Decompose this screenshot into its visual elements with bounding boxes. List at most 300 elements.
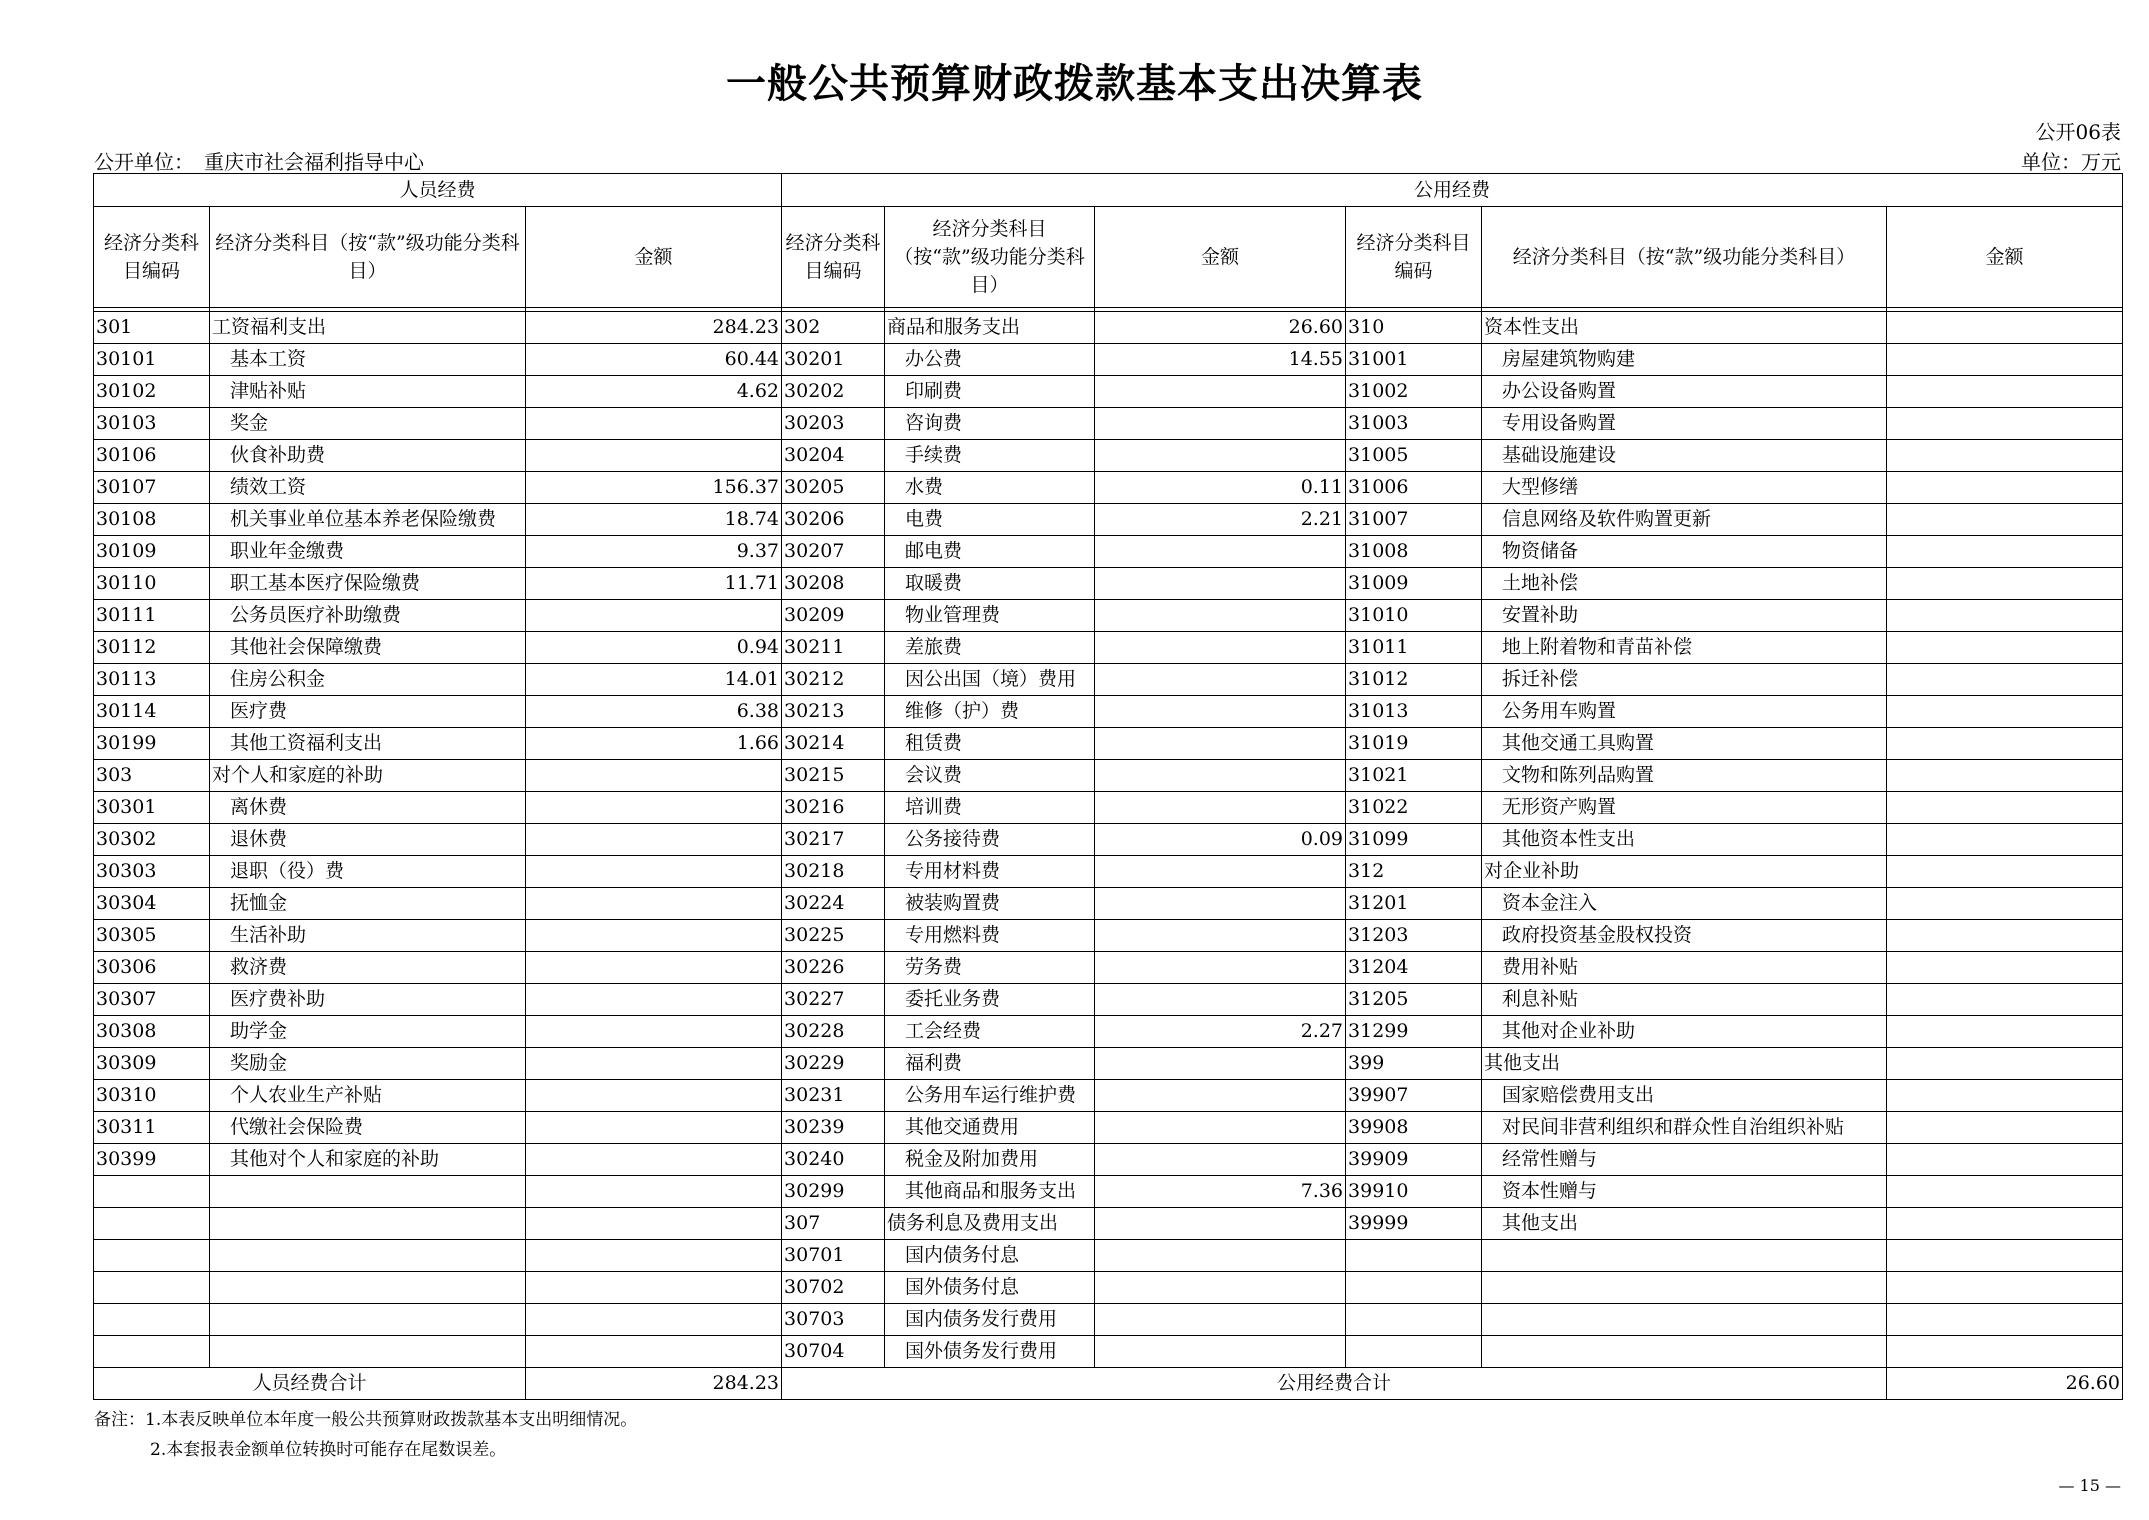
item-name: 经常性赠与 (1482, 1144, 1887, 1176)
item-code: 30109 (94, 536, 210, 568)
item-code: 30304 (94, 888, 210, 920)
item-amount (1095, 568, 1346, 600)
table-row (94, 1080, 2123, 1112)
item-name: 费用补贴 (1482, 952, 1887, 984)
item-amount (1887, 312, 2123, 344)
item-name: 住房公积金 (210, 664, 526, 696)
item-name: 奖金 (210, 408, 526, 440)
item-amount (1095, 1080, 1346, 1112)
item-code: 31204 (1346, 952, 1482, 984)
item-amount: 60.44 (526, 344, 782, 376)
item-amount (1887, 1080, 2123, 1112)
table-row (94, 440, 2123, 472)
item-name: 工会经费 (885, 1016, 1095, 1048)
item-name: 退休费 (210, 824, 526, 856)
item-name (210, 1304, 526, 1336)
item-code: 30110 (94, 568, 210, 600)
header-name: 经济分类科目（按“款”级功能分类科目） (210, 207, 526, 308)
header-amount: 金额 (526, 207, 782, 308)
item-code: 31203 (1346, 920, 1482, 952)
item-name: 邮电费 (885, 536, 1095, 568)
item-name: 维修（护）费 (885, 696, 1095, 728)
item-amount (1887, 1048, 2123, 1080)
item-amount (1095, 920, 1346, 952)
item-code: 30212 (782, 664, 885, 696)
page-title: 一般公共预算财政拨款基本支出决算表 (726, 60, 1423, 107)
item-name: 个人农业生产补贴 (210, 1080, 526, 1112)
item-code: 39908 (1346, 1112, 1482, 1144)
item-amount (1095, 1144, 1346, 1176)
public-total-label: 公用经费合计 (782, 1368, 1887, 1400)
item-amount (1095, 1240, 1346, 1272)
item-amount (526, 440, 782, 472)
item-name: 离休费 (210, 792, 526, 824)
item-amount (1095, 696, 1346, 728)
item-name: 基础设施建设 (1482, 440, 1887, 472)
item-code (94, 1336, 210, 1368)
item-code: 31002 (1346, 376, 1482, 408)
item-amount (526, 856, 782, 888)
item-amount (526, 1240, 782, 1272)
item-name: 对民间非营利组织和群众性自治组织补贴 (1482, 1112, 1887, 1144)
item-code: 31022 (1346, 792, 1482, 824)
item-name: 工资福利支出 (210, 312, 526, 344)
item-amount (1887, 1112, 2123, 1144)
notes (94, 1405, 637, 1465)
table-row (94, 824, 2123, 856)
table-row (94, 472, 2123, 504)
item-name: 其他交通工具购置 (1482, 728, 1887, 760)
table-row (94, 984, 2123, 1016)
item-name: 利息补贴 (1482, 984, 1887, 1016)
table-row (94, 536, 2123, 568)
item-amount (526, 792, 782, 824)
item-amount: 2.21 (1095, 504, 1346, 536)
item-code (1346, 1336, 1482, 1368)
item-name: 取暖费 (885, 568, 1095, 600)
item-name: 代缴社会保险费 (210, 1112, 526, 1144)
table-row (94, 1112, 2123, 1144)
item-name: 职业年金缴费 (210, 536, 526, 568)
item-code: 30308 (94, 1016, 210, 1048)
item-amount (1887, 568, 2123, 600)
item-amount (1887, 504, 2123, 536)
item-amount (1095, 952, 1346, 984)
header-name: 经济分类科目（按“款”级功能分类科目） (885, 207, 1095, 308)
item-code: 31011 (1346, 632, 1482, 664)
item-name (210, 1240, 526, 1272)
item-amount (526, 1304, 782, 1336)
item-amount (1887, 1208, 2123, 1240)
item-amount (1095, 376, 1346, 408)
item-name: 税金及附加费用 (885, 1144, 1095, 1176)
item-code: 31021 (1346, 760, 1482, 792)
item-name: 专用材料费 (885, 856, 1095, 888)
item-amount: 2.27 (1095, 1016, 1346, 1048)
item-name: 助学金 (210, 1016, 526, 1048)
item-code: 30113 (94, 664, 210, 696)
item-code: 39910 (1346, 1176, 1482, 1208)
table-row (94, 888, 2123, 920)
item-name: 国外债务付息 (885, 1272, 1095, 1304)
item-code: 30217 (782, 824, 885, 856)
item-name: 对企业补助 (1482, 856, 1887, 888)
item-name: 其他支出 (1482, 1048, 1887, 1080)
item-amount (1887, 1304, 2123, 1336)
table-row (94, 1016, 2123, 1048)
item-code: 30306 (94, 952, 210, 984)
item-amount (1887, 1016, 2123, 1048)
item-amount (1095, 1336, 1346, 1368)
item-code (1346, 1240, 1482, 1272)
item-amount (1095, 632, 1346, 664)
item-amount (1887, 856, 2123, 888)
item-amount (1887, 760, 2123, 792)
item-code: 307 (782, 1208, 885, 1240)
item-amount (526, 1208, 782, 1240)
item-amount: 0.94 (526, 632, 782, 664)
item-name: 被装购置费 (885, 888, 1095, 920)
header-code: 经济分类科目编码 (1346, 207, 1482, 308)
header-name: 经济分类科目（按“款”级功能分类科目） (1482, 207, 1887, 308)
item-name: 委托业务费 (885, 984, 1095, 1016)
item-code: 31099 (1346, 824, 1482, 856)
item-code: 31003 (1346, 408, 1482, 440)
item-amount (1887, 952, 2123, 984)
item-name: 因公出国（境）费用 (885, 664, 1095, 696)
item-name: 办公费 (885, 344, 1095, 376)
item-amount (1887, 536, 2123, 568)
item-code: 30215 (782, 760, 885, 792)
item-name: 医疗费 (210, 696, 526, 728)
personnel-total-value: 284.23 (526, 1368, 782, 1400)
table-row (94, 920, 2123, 952)
table-row (94, 696, 2123, 728)
item-code: 30207 (782, 536, 885, 568)
table-row (94, 1208, 2123, 1240)
item-name: 其他对企业补助 (1482, 1016, 1887, 1048)
table-row (94, 664, 2123, 696)
item-code (94, 1208, 210, 1240)
header-code: 经济分类科目编码 (782, 207, 885, 308)
item-name: 政府投资基金股权投资 (1482, 920, 1887, 952)
item-code: 30204 (782, 440, 885, 472)
item-code: 30101 (94, 344, 210, 376)
item-name: 土地补偿 (1482, 568, 1887, 600)
item-name: 专用设备购置 (1482, 408, 1887, 440)
item-code: 30209 (782, 600, 885, 632)
item-amount (1887, 1144, 2123, 1176)
item-code: 30206 (782, 504, 885, 536)
item-name: 对个人和家庭的补助 (210, 760, 526, 792)
item-amount: 14.55 (1095, 344, 1346, 376)
item-name: 伙食补助费 (210, 440, 526, 472)
item-code: 310 (1346, 312, 1482, 344)
item-amount (526, 1144, 782, 1176)
item-code (94, 1272, 210, 1304)
item-code: 30307 (94, 984, 210, 1016)
table-row (94, 376, 2123, 408)
item-amount (1887, 1176, 2123, 1208)
item-code: 31001 (1346, 344, 1482, 376)
item-code (94, 1304, 210, 1336)
item-code: 31201 (1346, 888, 1482, 920)
item-code: 30205 (782, 472, 885, 504)
item-amount: 7.36 (1095, 1176, 1346, 1208)
item-amount (1095, 1272, 1346, 1304)
table-row (94, 344, 2123, 376)
item-name: 抚恤金 (210, 888, 526, 920)
item-amount (526, 1176, 782, 1208)
item-amount (1095, 536, 1346, 568)
item-name (210, 1272, 526, 1304)
note-1: 备注：1.本表反映单位本年度一般公共预算财政拨款基本支出明细情况。 (94, 1410, 638, 1430)
item-code: 303 (94, 760, 210, 792)
item-amount (1887, 408, 2123, 440)
item-amount: 156.37 (526, 472, 782, 504)
item-code: 30399 (94, 1144, 210, 1176)
item-name: 会议费 (885, 760, 1095, 792)
item-code: 30227 (782, 984, 885, 1016)
item-name: 手续费 (885, 440, 1095, 472)
item-name: 国内债务付息 (885, 1240, 1095, 1272)
item-amount (1095, 792, 1346, 824)
group-header-row (94, 174, 2123, 207)
item-amount: 14.01 (526, 664, 782, 696)
item-amount: 9.37 (526, 536, 782, 568)
item-name: 租赁费 (885, 728, 1095, 760)
item-amount (1095, 1112, 1346, 1144)
expenditure-table (93, 173, 2123, 1400)
item-amount (1887, 920, 2123, 952)
item-name: 资本性支出 (1482, 312, 1887, 344)
item-code: 31299 (1346, 1016, 1482, 1048)
item-amount (526, 1112, 782, 1144)
item-code: 30301 (94, 792, 210, 824)
item-amount (526, 1048, 782, 1080)
table-row (94, 856, 2123, 888)
table-row (94, 952, 2123, 984)
item-amount (526, 600, 782, 632)
item-name: 咨询费 (885, 408, 1095, 440)
item-code: 30229 (782, 1048, 885, 1080)
item-code: 302 (782, 312, 885, 344)
item-name: 生活补助 (210, 920, 526, 952)
item-amount (1887, 472, 2123, 504)
item-amount (1887, 984, 2123, 1016)
item-amount (1887, 600, 2123, 632)
item-code: 30199 (94, 728, 210, 760)
item-name: 物资储备 (1482, 536, 1887, 568)
item-name: 地上附着物和青苗补偿 (1482, 632, 1887, 664)
item-code: 30311 (94, 1112, 210, 1144)
item-code: 39909 (1346, 1144, 1482, 1176)
table-row (94, 1048, 2123, 1080)
item-amount (1887, 664, 2123, 696)
item-code: 30703 (782, 1304, 885, 1336)
item-amount (526, 1272, 782, 1304)
table-row (94, 1176, 2123, 1208)
item-name (1482, 1304, 1887, 1336)
item-code: 30704 (782, 1336, 885, 1368)
total-row (94, 1368, 2123, 1400)
item-name: 医疗费补助 (210, 984, 526, 1016)
item-name: 其他对个人和家庭的补助 (210, 1144, 526, 1176)
item-name: 培训费 (885, 792, 1095, 824)
header-amount: 金额 (1887, 207, 2123, 308)
table-row (94, 1304, 2123, 1336)
item-name: 无形资产购置 (1482, 792, 1887, 824)
item-name: 国内债务发行费用 (885, 1304, 1095, 1336)
item-name: 办公设备购置 (1482, 376, 1887, 408)
item-name: 职工基本医疗保险缴费 (210, 568, 526, 600)
item-code: 31008 (1346, 536, 1482, 568)
item-code: 30218 (782, 856, 885, 888)
item-name (1482, 1336, 1887, 1368)
item-amount (526, 760, 782, 792)
item-name: 机关事业单位基本养老保险缴费 (210, 504, 526, 536)
item-name: 其他商品和服务支出 (885, 1176, 1095, 1208)
item-code: 31012 (1346, 664, 1482, 696)
item-name (210, 1176, 526, 1208)
item-amount (526, 1016, 782, 1048)
item-name: 公务接待费 (885, 824, 1095, 856)
page-number: — 15 — (2058, 1476, 2121, 1495)
item-name: 退职（役）费 (210, 856, 526, 888)
item-name: 专用燃料费 (885, 920, 1095, 952)
item-name: 债务利息及费用支出 (885, 1208, 1095, 1240)
item-code: 30239 (782, 1112, 885, 1144)
note-2: 2.本套报表金额单位转换时可能存在尾数误差。 (150, 1440, 507, 1460)
item-name: 基本工资 (210, 344, 526, 376)
table-row (94, 1144, 2123, 1176)
item-amount (1095, 984, 1346, 1016)
item-name: 公务员医疗补助缴费 (210, 600, 526, 632)
item-name: 差旅费 (885, 632, 1095, 664)
item-name: 其他社会保障缴费 (210, 632, 526, 664)
item-name: 资本性赠与 (1482, 1176, 1887, 1208)
item-amount: 26.60 (1095, 312, 1346, 344)
item-code: 30211 (782, 632, 885, 664)
item-code: 30213 (782, 696, 885, 728)
item-amount (1095, 760, 1346, 792)
item-code: 31013 (1346, 696, 1482, 728)
form-number: 公开06表 (2035, 120, 2121, 144)
item-amount (526, 888, 782, 920)
item-amount (1887, 344, 2123, 376)
item-amount: 1.66 (526, 728, 782, 760)
item-amount (1887, 376, 2123, 408)
item-amount: 18.74 (526, 504, 782, 536)
item-code: 30240 (782, 1144, 885, 1176)
item-amount (526, 408, 782, 440)
item-name: 劳务费 (885, 952, 1095, 984)
item-name: 印刷费 (885, 376, 1095, 408)
personnel-total-label: 人员经费合计 (94, 1368, 526, 1400)
item-code: 30224 (782, 888, 885, 920)
item-code (1346, 1304, 1482, 1336)
item-amount (526, 920, 782, 952)
item-amount (526, 1080, 782, 1112)
item-name: 国家赔偿费用支出 (1482, 1080, 1887, 1112)
item-name: 津贴补贴 (210, 376, 526, 408)
item-name (210, 1208, 526, 1240)
item-code: 30107 (94, 472, 210, 504)
item-name: 资本金注入 (1482, 888, 1887, 920)
table-row (94, 408, 2123, 440)
item-code: 30701 (782, 1240, 885, 1272)
item-amount (1095, 600, 1346, 632)
item-code: 30203 (782, 408, 885, 440)
item-amount (1095, 888, 1346, 920)
item-amount: 6.38 (526, 696, 782, 728)
item-code: 31010 (1346, 600, 1482, 632)
item-amount: 0.11 (1095, 472, 1346, 504)
money-unit: 单位：万元 (2021, 150, 2121, 174)
item-amount (526, 824, 782, 856)
item-amount (1095, 664, 1346, 696)
item-amount (1887, 824, 2123, 856)
item-name: 拆迁补偿 (1482, 664, 1887, 696)
item-name: 其他支出 (1482, 1208, 1887, 1240)
item-code: 312 (1346, 856, 1482, 888)
item-amount (1095, 440, 1346, 472)
item-name (1482, 1240, 1887, 1272)
item-amount: 284.23 (526, 312, 782, 344)
item-code: 30225 (782, 920, 885, 952)
item-code (94, 1176, 210, 1208)
item-amount (1095, 856, 1346, 888)
item-code: 30103 (94, 408, 210, 440)
item-amount (1887, 888, 2123, 920)
table-row (94, 1272, 2123, 1304)
table-row (94, 1336, 2123, 1368)
item-name: 商品和服务支出 (885, 312, 1095, 344)
item-amount (1887, 440, 2123, 472)
item-code: 31005 (1346, 440, 1482, 472)
item-amount (526, 984, 782, 1016)
item-amount (1887, 728, 2123, 760)
item-amount (1095, 1048, 1346, 1080)
item-code: 30202 (782, 376, 885, 408)
item-code: 39907 (1346, 1080, 1482, 1112)
item-code: 31007 (1346, 504, 1482, 536)
item-code: 301 (94, 312, 210, 344)
item-code: 30208 (782, 568, 885, 600)
public-total-value: 26.60 (1887, 1368, 2123, 1400)
table-row (94, 312, 2123, 344)
table-row (94, 728, 2123, 760)
item-amount (1095, 408, 1346, 440)
item-code: 31019 (1346, 728, 1482, 760)
item-name: 大型修缮 (1482, 472, 1887, 504)
item-code: 30106 (94, 440, 210, 472)
item-name (1482, 1272, 1887, 1304)
item-amount (1095, 1304, 1346, 1336)
item-code: 31006 (1346, 472, 1482, 504)
item-name: 文物和陈列品购置 (1482, 760, 1887, 792)
table-row (94, 568, 2123, 600)
item-name: 救济费 (210, 952, 526, 984)
table-row (94, 504, 2123, 536)
item-amount (1095, 728, 1346, 760)
item-code: 30201 (782, 344, 885, 376)
item-amount: 11.71 (526, 568, 782, 600)
header-code: 经济分类科目编码 (94, 207, 210, 308)
item-name: 公务用车购置 (1482, 696, 1887, 728)
item-amount (1887, 1272, 2123, 1304)
item-name: 其他资本性支出 (1482, 824, 1887, 856)
